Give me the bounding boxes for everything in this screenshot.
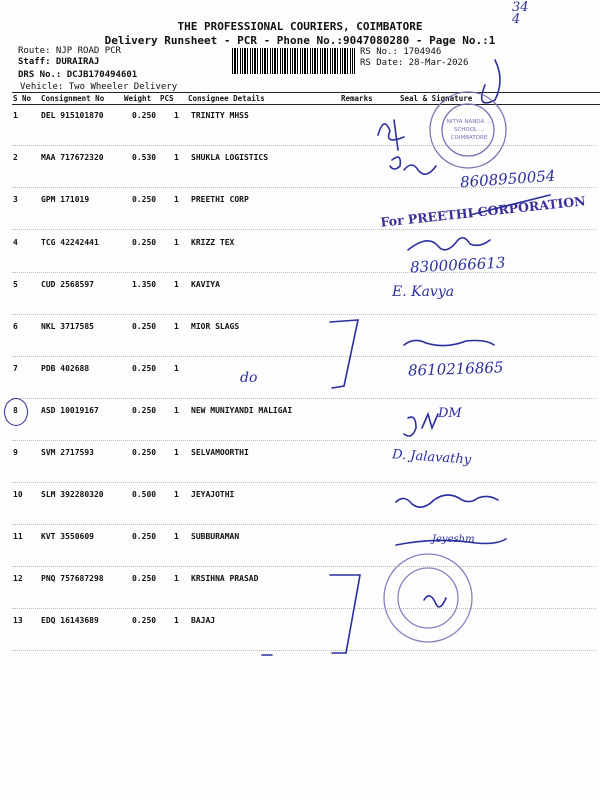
row-weight: 0.250	[132, 322, 157, 331]
row-weight: 0.250	[132, 574, 157, 583]
row-pcs: 1	[174, 111, 179, 120]
rs-date: RS Date: 28-Mar-2026	[360, 58, 469, 68]
row-pcs: 1	[174, 490, 179, 499]
row-consignment: TCG 42242441	[41, 238, 99, 247]
row-consignee: TRINITY MHSS	[191, 111, 249, 120]
col-header-sno: S No	[13, 94, 32, 103]
row-pcs: 1	[174, 532, 179, 541]
row-consignment: NKL 3717585	[41, 322, 94, 331]
row-weight: 0.250	[132, 238, 157, 247]
row-consignment: PDB 402688	[41, 364, 90, 373]
row-pcs: 1	[174, 195, 179, 204]
row-consignment: CUD 2568597	[41, 280, 94, 289]
row-pcs: 1	[174, 448, 179, 457]
row-weight: 0.500	[132, 490, 157, 499]
col-header-consignment: Consignment No	[41, 94, 105, 103]
handwritten-phone-row6: 8610216865	[407, 358, 504, 380]
row-consignee: MIOR SLAGS	[191, 322, 240, 331]
handwritten-sign-row5: E. Kavya	[392, 284, 455, 300]
row-consignee: KRIZZ TEX	[191, 238, 235, 247]
handwritten-ditto-row7: do	[240, 370, 258, 386]
row-consignment: SLM 392280320	[41, 490, 104, 499]
staff-label: Staff: DURAIRAJ	[18, 57, 100, 67]
col-header-consignee: Consignee Details	[188, 94, 265, 103]
row-consignment: DEL 915101870	[41, 111, 104, 120]
col-header-pcs: PCS	[160, 94, 174, 103]
row-weight: 1.350	[132, 280, 157, 289]
row-sno: 11	[13, 532, 23, 541]
row-weight: 0.250	[132, 406, 157, 415]
corner-page-note: 34 4	[512, 0, 529, 27]
row-consignment: KVT 3550609	[41, 532, 94, 541]
row-consignee: PREETHI CORP	[191, 195, 249, 204]
row-consignee: JEYAJOTHI	[191, 490, 235, 499]
row-pcs: 1	[174, 238, 179, 247]
row-consignee: KRSIHNA PRASAD	[191, 574, 259, 583]
row-pcs: 1	[174, 574, 179, 583]
col-header-weight: Weight	[124, 94, 152, 103]
company-stamp-row3: For PREETHI CORPORATION	[379, 193, 587, 230]
row-consignment: ASD 10019167	[41, 406, 99, 415]
row-sno: 9	[13, 448, 18, 457]
row-weight: 0.250	[132, 616, 157, 625]
school-stamp-text: NITYA NANDA ... SCHOOL ... COIMBATORE	[446, 119, 492, 141]
row-pcs: 1	[174, 364, 179, 373]
row-consignee: SUBBURAMAN	[191, 532, 240, 541]
vehicle-label: Vehicle: Two Wheeler Delivery	[20, 82, 178, 92]
row-pcs: 1	[174, 153, 179, 162]
drs-label: DRS No.: DCJB170494601	[18, 70, 138, 80]
row-sno: 5	[13, 280, 18, 289]
handwritten-sign-row11: Jeyeshm	[432, 534, 475, 545]
row-weight: 0.250	[132, 195, 157, 204]
col-header-remarks: Remarks	[341, 94, 373, 103]
row-weight: 0.250	[132, 364, 157, 373]
document-title: THE PROFESSIONAL COURIERS, COIMBATORE	[177, 20, 423, 33]
handwritten-phone-row4: 8300066613	[409, 253, 506, 277]
row-consignee: BAJAJ	[191, 616, 216, 625]
row-sno: 12	[13, 574, 23, 583]
rs-number: RS No.: 1704946	[360, 47, 442, 57]
row-weight: 0.250	[132, 111, 157, 120]
col-header-seal: Seal & Signature	[400, 94, 473, 103]
row-consignee: KAVIYA	[191, 280, 220, 289]
row-consignee: SHUKLA LOGISTICS	[191, 153, 269, 162]
row-consignee: SELVAMOORTHI	[191, 448, 249, 457]
row-consignment: GPM 171019	[41, 195, 90, 204]
row-sno: 10	[13, 490, 23, 499]
row-sno: 8	[13, 406, 18, 415]
row-sno: 1	[13, 111, 18, 120]
row-consignment: PNQ 757687298	[41, 574, 104, 583]
row-sno: 7	[13, 364, 18, 373]
row-sno: 4	[13, 238, 18, 247]
route-label: Route: NJP ROAD PCR	[18, 46, 121, 56]
row-weight: 0.250	[132, 532, 157, 541]
row-pcs: 1	[174, 280, 179, 289]
row-consignment: SVM 2717593	[41, 448, 94, 457]
row-sno: 3	[13, 195, 18, 204]
row-sno: 2	[13, 153, 18, 162]
row-consignee: NEW MUNIYANDI MALIGAI	[191, 406, 293, 415]
row-consignment: EDQ 16143689	[41, 616, 99, 625]
row-pcs: 1	[174, 616, 179, 625]
handwritten-sign-row9: D. Jalavathy	[391, 447, 472, 468]
row-weight: 0.250	[132, 448, 157, 457]
row-pcs: 1	[174, 322, 179, 331]
handwritten-phone-row2: 8608950054	[459, 166, 556, 192]
row-pcs: 1	[174, 406, 179, 415]
row-weight: 0.530	[132, 153, 157, 162]
row-consignment: MAA 717672320	[41, 153, 104, 162]
handwritten-sign-row8: DM	[438, 406, 462, 421]
row-sno: 13	[13, 616, 23, 625]
document-subtitle: Delivery Runsheet - PCR - Phone No.:9047080280 - Page No.:1	[104, 34, 496, 47]
row-sno: 6	[13, 322, 18, 331]
